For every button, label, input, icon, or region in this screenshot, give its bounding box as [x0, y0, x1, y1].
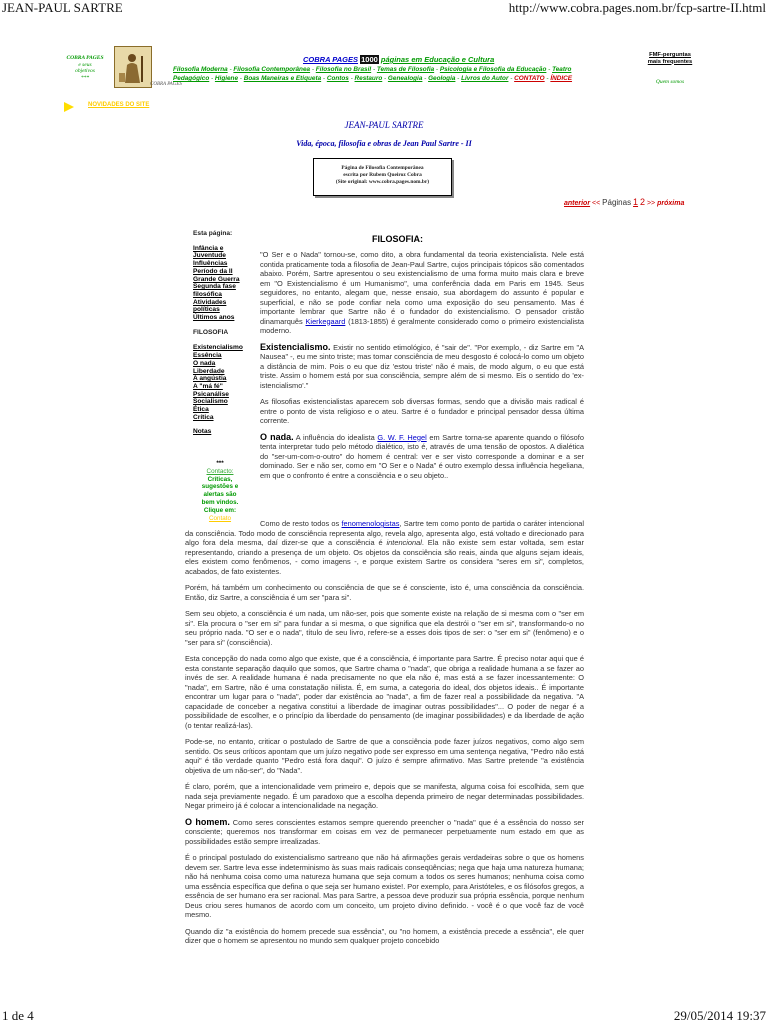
nav-link[interactable]: Restauro: [354, 75, 383, 82]
site-caption-line: objetivos: [75, 68, 95, 74]
lead-term: Existencialismo.: [260, 341, 331, 352]
contact-text: Críticas,: [207, 475, 233, 483]
contact-text: alertas são: [203, 491, 237, 499]
paragraph: [260, 433, 584, 481]
paragraph: É o principal postulado do existencialismo sartreano que não há afirmações gerais verdadeiras sobre o que os homens devem ser. Sartre leva esse indeterminismo às suas mais radicais conseqüências; nega que haja uma natureza humana; não há nenhuma coisa como uma natureza humana que seja comum a todos os seres humanos; nenhuma coisa como uma essência específica que defina o que seja ser humano existe!. Por exemplo, para Aristóteles, e os filósofos gregos, a essência de ser humano era ser racional. Mas para Sartre, a pessoa deve produzir sua própria essência, porque nenhum Deus criou seres humanos de acordo com um conceito, um projeto divino definido. - você é o que você faz de você mesmo.: [185, 853, 584, 919]
page-1-link[interactable]: 1: [633, 197, 639, 207]
article-column-full: [185, 519, 584, 946]
text: "O Ser e o Nada" tornou-se, como dito, a obra fundamental da teoria existencialista. Nele está contida praticamente toda a filosofia de Jean-Paul Sartre, cujos principais tópicos são comentados abaixo. Porém, Sartre apresentou o seu existencialismo de uma forma muito mais clara e breve em "O Existencialismo é um Humanismo", uma conferência dada em Paris em 1945. Seus seguidores, no entanto, alegam que, nesse ensaio, sua abordagem do assunto é popular e superficial, e não se pode confiar nela como uma exposição do seu pensamento. Mas é importante lembrar que Sartre não é o fundador do existencialismo. O pensador cristão dinamarquês: [260, 250, 584, 326]
toc-item[interactable]: Segunda fase: [193, 283, 236, 291]
text: em Sartre torna-se aparente quando o filósofo tenta interpretar tudo pelo método dialético, isto é, através de uma tensão de opostos. A dialética do "ser-um-com-o-outro" do homem é central: ver e ser visto corresponde a dominar e a ser dominado. Ser e não ser, como em "O Ser e o Nada" é outro exemplo dessa influência hegeliana, em que o confronto é entre a consciência e o seu objeto..: [260, 432, 584, 480]
text: , Sartre tem como ponto de partida o caráter intencional da consciência. Todo modo de consciência representa algo, revela algo, apresenta algo, está voltado e direcionado para algo fora dela mesma, daí dizer-se que a consciência é: [185, 519, 584, 547]
paragraph: As filosofias existencialistas aparecem sob diversas formas, sendo que a divisão mais radical é entre o ponto de vista religioso e o ateu. Sartre é o fundador e principal pensador dessa última corrente.: [260, 397, 584, 425]
nav-link[interactable]: Boas Maneiras e Etiqueta: [243, 75, 322, 82]
phenomenologists-link[interactable]: fenomenologistas: [341, 519, 400, 528]
paragraph: Pode-se, no entanto, criticar o postulado de Sartre de que a consciência pode fazer juízos negativos, como algo sem sentido. Os seus críticos apontam que um juízo negativo pode ser expresso em uma sentença negativa, "Pedro não está aqui" é tão verdade quanto "Pedro está fora daqui". O juízo é sempre afirmativo. Mas Sartre pretende "a existência objetiva de um não-ser", do "Nada".: [185, 737, 584, 775]
toc-item[interactable]: Psicanálise: [193, 390, 229, 398]
toc-heading: Esta página:: [193, 230, 233, 237]
toc-item[interactable]: O nada: [193, 359, 216, 367]
text: A influência do idealista: [295, 432, 375, 442]
site-banner-link[interactable]: COBRA PAGES: [303, 55, 359, 64]
next-link[interactable]: próxima: [657, 200, 685, 207]
pager-label: Páginas: [602, 198, 632, 207]
paragraph: [185, 519, 584, 576]
credit-line: (Site original: www.cobra.pages.nom.br): [335, 179, 430, 185]
print-page-number: 1 de 4: [2, 1008, 34, 1023]
text: . Ela não existe sem estar voltada, sem estar representando, criando a presença de um objeto. Os objetos da consciência são reais, ainda que alguns sejam ideais, eles existem como fenômenos, - como imagens -, e porque existem Sartre os considera "seres em si", completos, acabados, de fato existentes.: [185, 538, 584, 576]
paragraph: Quando diz "a existência do homem precede sua essência", ou "no homem, a existência precede a essência", ele quer dizer que o homem se apresentou no mundo sem qualquer projeto concebido: [185, 926, 584, 945]
toc-item[interactable]: Crítica: [193, 413, 214, 421]
paragraph: É claro, porém, que a intencionalidade vem primeiro e, depois que se manifesta, alguma coisa foi escolhida, sem que nada seja previamente negado. É um paradoxo que a escolha dependa primeiro de negar determinadas possibilidades. Negar primeiro já é colocar a intencionalidade na negação.: [185, 782, 584, 810]
paragraph: [185, 818, 584, 847]
prev-arrows: <<: [592, 200, 601, 207]
toc-section: FILOSOFIA: [193, 328, 229, 336]
nav-link[interactable]: Higiene: [214, 75, 239, 82]
faq-link[interactable]: [640, 52, 700, 65]
toc-item[interactable]: políticas: [193, 306, 220, 314]
arrow-icon: [63, 100, 75, 118]
contact-text: bem vindos.: [201, 498, 239, 506]
toc-item[interactable]: Período da II: [193, 267, 233, 275]
nav-index-link[interactable]: ÍNDICE: [550, 75, 573, 82]
prev-link[interactable]: anterior: [564, 200, 591, 207]
paragraph: [260, 250, 584, 336]
nav-line-1: Filosofia Moderna - Filosofia Contemporânea - Filosofia no Brasil - Temas de Filosofia - Psicologia e Filosofia da Educação - Teatro: [173, 66, 572, 73]
paragraph: [260, 343, 584, 391]
contact-text: Clique em:: [203, 506, 237, 514]
contact-box: [194, 460, 246, 522]
toc-item[interactable]: Últimos anos: [193, 314, 235, 322]
credit-line: Página de Filosofia Contemporânea: [341, 165, 424, 171]
toc-item[interactable]: Liberdade: [193, 367, 225, 375]
toc-item[interactable]: Juventude: [193, 252, 226, 260]
toc-item[interactable]: Infância e: [193, 244, 224, 252]
page-toc: [193, 230, 253, 436]
page-2-current: 2: [640, 197, 646, 207]
nav-link[interactable]: Teatro: [552, 66, 572, 73]
toc-item[interactable]: Atividades: [193, 298, 227, 306]
page-title: JEAN-PAUL SARTRE: [344, 120, 424, 130]
nav-contact-link[interactable]: CONTATO: [514, 75, 545, 82]
text: Como seres conscientes estamos sempre querendo preencher o "nada" que é a essência do nosso ser consciente; queremos nos transformar em coisas em vez de permanecer perpetuamente num estado em que as possibilidades estão sempre irrealizadas.: [185, 817, 584, 846]
toc-item[interactable]: filosófica: [193, 290, 222, 298]
nav-link[interactable]: Livros do Autor: [461, 75, 509, 82]
toc-item[interactable]: A angústia: [193, 375, 227, 383]
lead-term: O nada.: [260, 431, 294, 442]
nav-link[interactable]: Temas de Filosofia: [376, 66, 435, 73]
section-title: FILOSOFIA:: [372, 234, 423, 244]
toc-notes-link[interactable]: Notas: [193, 428, 212, 436]
toc-item[interactable]: A "má fé": [193, 382, 223, 390]
site-logo[interactable]: [114, 46, 152, 88]
about-link[interactable]: Quem somos: [655, 79, 685, 85]
nav-link[interactable]: Pedagógico: [173, 75, 210, 82]
toc-item[interactable]: Grande Guerra: [193, 275, 240, 283]
lead-term: O homem.: [185, 816, 230, 827]
contact-link[interactable]: Contacto:: [206, 467, 234, 475]
credit-box: [313, 158, 452, 196]
page-subtitle: Vida, época, filosofia e obras de Jean Paul Sartre - II: [296, 139, 472, 148]
toc-item[interactable]: Socialismo: [193, 398, 228, 406]
faq-line: FMF-perguntas: [649, 52, 691, 58]
banner-suffix-link[interactable]: páginas em Educação e Cultura: [380, 55, 495, 64]
text: (1813-1855) é geralmente considerado como o primeiro existencialista moderno.: [260, 316, 584, 335]
site-caption-line: COBRA PAGES: [66, 55, 104, 61]
emphasis: intencional: [386, 538, 422, 547]
pager: [564, 197, 684, 207]
site-caption: [60, 55, 110, 81]
faq-line: mais frequentes: [647, 58, 693, 65]
nav-link[interactable]: Filosofia no Brasil: [315, 66, 372, 73]
contact-link-2[interactable]: Contato: [208, 514, 232, 522]
nav-link[interactable]: Filosofia Moderna: [173, 66, 228, 73]
toc-item[interactable]: Essência: [193, 352, 222, 360]
toc-item[interactable]: Existencialismo: [193, 344, 243, 352]
print-datetime: 29/05/2014 19:37: [673, 1008, 766, 1023]
nav-link[interactable]: Genealogia: [387, 75, 423, 82]
nav-link[interactable]: Psicologia e Filosofia da Educação: [439, 66, 547, 73]
news-link[interactable]: NOVIDADES DO SITE: [88, 102, 150, 108]
print-title: JEAN-PAUL SARTRE: [2, 0, 123, 15]
paragraph: Esta concepção do nada como algo que existe, que é a consciência, é importante para Sartre. É preciso notar aqui que é esta constante separação daquilo que somos, que Sartre chama o "nada", que obriga a realidade humana a se fazer ao invés de ser. A realidade humana é nada precisamente no que ela não é, mas está a se fazer incessantemente: O "nada", em Sartre, não é uma constatação niilista. É, em suma, a categoria do ideal, dos objetos ideais.. É importante encontrar um lugar para o "nada", poder dar existência ao "nada", a fim de fazer real a possibilidade da negativa. "A capacidade de conceber a negativa constitui a liberdade de imaginar outras possibilidades"... O poder de negar é a possibilidade de escolher, e o princípio da liberdade do pensamento (de imaginar possibilidades) e da liberdade de ação (o tentar realizá-las).: [185, 654, 584, 730]
philosopher-icon: [115, 47, 151, 87]
nav-link[interactable]: Geologia: [428, 75, 456, 82]
nav-link[interactable]: Filosofia Contemporânea: [233, 66, 311, 73]
nav-link[interactable]: Contos: [326, 75, 349, 82]
kierkegaard-link[interactable]: Kierkegaard: [305, 316, 346, 326]
text: Como de resto todos os: [260, 519, 340, 528]
banner-count: 1000: [361, 55, 378, 64]
site-caption-line: e seus: [78, 61, 92, 68]
nav-line-2: Pedagógico - Higiene - Boas Maneiras e Etiqueta - Contos - Restauro - Genealogia - Geologia - Livros do Autor - CONTATO - ÍNDICE: [173, 75, 573, 82]
stars: ***: [216, 460, 224, 467]
site-caption-line: ***: [80, 74, 90, 81]
next-arrows: >>: [646, 200, 656, 207]
paragraph: Porém, há também um conhecimento ou consciência de que se é consciente, isto é, uma consciência da consciência. Então, diz Sartre, a consciência é um ser "para si".: [185, 583, 584, 602]
credit-line: escrita por Rubem Queiroz Cobra: [343, 172, 422, 178]
logo-caption: COBRA PAGES: [150, 82, 182, 87]
hegel-link[interactable]: G. W. F. Hegel: [377, 432, 427, 442]
paragraph: Sem seu objeto, a consciência é um nada, um não-ser, pois que somente existe na relação de si mesma com o "ser em si". Ela procura o "ser em si" para fundar a si mesma, o que significa que ela destrói o "ser em si", transformando-o no seu próprio nada. "O ser e o nada", título de seu livro, refere-se a esses dois tipos de ser: o "ser em si" (fenômeno) e o "ser para si" (consciência).: [185, 609, 584, 647]
toc-item[interactable]: Ética: [193, 406, 209, 414]
toc-item[interactable]: Influências: [193, 260, 228, 268]
article-column: [260, 250, 584, 480]
site-banner: [303, 55, 494, 64]
contact-text: sugestões e: [201, 483, 239, 491]
text: Existir no sentido etimológico, é "sair de". "Por exemplo, - diz Sartre em "A Nausea" -, eu me sinto triste; mas tomar consciência de meu desgosto é colocá-lo como um objeto a distância de mim. Pois o eu que diz 'estou triste' não é mais, de modo algum, o eu que está triste. Assim o homem está por sua consciência, sempre além de si mesmo. Eis o sentido do 'ex-istencialismo'.": [260, 342, 585, 390]
print-url: http://www.cobra.pages.nom.br/fcp-sartre-II.html: [508, 0, 766, 15]
